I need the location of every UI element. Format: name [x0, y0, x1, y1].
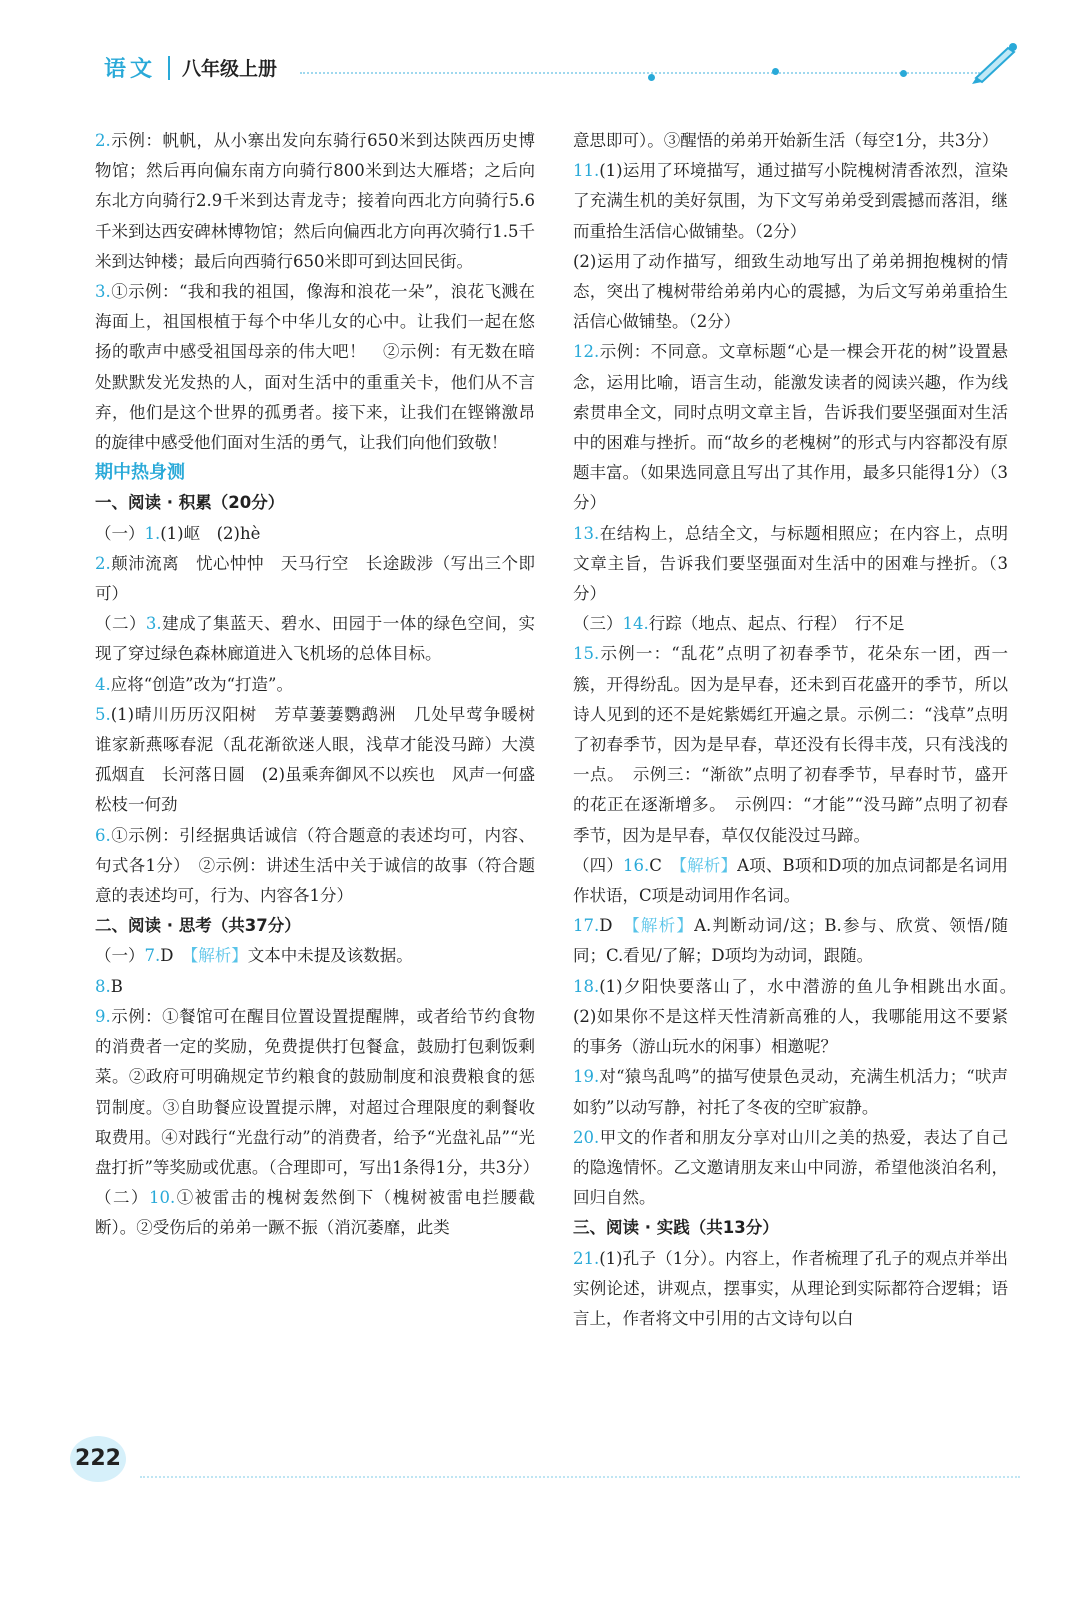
answer-text: ①被雷击的槐树轰然倒下（槐树被雷电拦腰截断）。②受伤后的弟弟一蹶不振（消沉萎靡，此类 — [95, 1188, 536, 1238]
page-number: 222 — [70, 1436, 126, 1482]
right-column — [573, 126, 1025, 1334]
question-number: 15. — [573, 644, 600, 664]
answer-text: (1)夕阳快要落山了，水中潜游的鱼儿争相跳出水面。 (2)如果你不是这样天性清新高雅的人，我哪能用这不要紧的事务（游山玩水的闲事）相邀呢？ — [573, 976, 1025, 1057]
left-column — [95, 126, 552, 1244]
header-dotted-line — [300, 72, 980, 74]
question-number: 16. — [623, 855, 650, 875]
answer-item — [95, 670, 535, 700]
question-number: 20. — [573, 1127, 600, 1147]
answer-item — [573, 639, 1008, 850]
answer-item — [573, 1062, 1008, 1122]
question-number: 14. — [622, 614, 649, 634]
answer-item — [95, 126, 535, 277]
question-number: 6. — [95, 825, 111, 845]
answer-text: ①示例：“我和我的祖国，像海和浪花一朵”，浪花飞溅在海面上，祖国根植于每个中华儿女的心中。让我们一起在悠扬的歌声中感受祖国母亲的伟大吧！ ②示例：有无数在暗处默默发光发热的人，面对生活中的重重关卡，他们从不言弃，他们是这个世界的孤勇者。接下来，让我们在铿锵激昂的旋律中感受他们面对生活的勇气，让我们向他们致敬！ — [95, 282, 535, 453]
answer-text: D — [160, 946, 190, 966]
section-heading: 三、阅读 · 实践（共13分） — [573, 1218, 779, 1238]
answer-text: 意思即可）。③醒悟的弟弟开始新生活（每空1分，共3分） — [573, 131, 999, 150]
question-number: 19. — [573, 1067, 600, 1087]
answer-text: (1)岖 (2)hè — [160, 523, 261, 543]
answer-text: (1)运用了环境描写，通过描写小院槐树清香浓烈，渲染了充满生机的美好氛围，为下文写弟弟受到震撼而落泪，继而重拾生活信心做铺垫。（2分） — [573, 161, 1008, 241]
analysis-tag: 【解析】 — [631, 916, 695, 936]
answer-text: 应将“创造”改为“打造”。 — [110, 674, 293, 694]
question-number: 8. — [95, 976, 111, 996]
question-number: 1. — [144, 523, 161, 543]
header-dot — [648, 74, 655, 81]
question-number: 21. — [573, 1248, 600, 1268]
header-divider — [168, 56, 170, 80]
question-number: 5. — [95, 704, 111, 724]
question-number: 13. — [573, 523, 600, 543]
answer-item — [95, 972, 535, 1002]
grade-label: 八年级上册 — [182, 58, 278, 80]
answer-item — [573, 1123, 1008, 1214]
question-number: 12. — [573, 342, 600, 362]
section-heading: 一、阅读 · 积累（20分） — [95, 493, 285, 513]
page-header — [0, 0, 1092, 100]
answer-item — [573, 851, 1008, 911]
analysis-tag: 【解析】 — [189, 946, 248, 966]
part-label: （一） — [95, 946, 145, 966]
part-label: （四） — [573, 855, 623, 875]
answer-text: 示例一：“乱花”点明了初春季节，花朵东一团，西一簇，开得纷乱。因为是早春，还未到百花盛开的季节，所以诗人见到的还不是姹紫嫣红开遍之景。示例二：“浅草”点明了初春季节，因为是早春，草还没有长得丰茂，只有浅浅的一点。 示例三：“渐欲”点明了初春季节，早春时节，盛开的花正在逐渐增多。 示例四：“才能”“没马蹄”点明了初春季节，因为是早春，草仅仅能没过马蹄。 — [573, 644, 1008, 845]
footer-dotted-line — [140, 1476, 1020, 1478]
question-number: 9. — [95, 1006, 111, 1026]
question-number: 11. — [573, 161, 600, 181]
answer-item — [573, 156, 1008, 247]
answer-item — [95, 1183, 535, 1243]
answer-item — [573, 911, 1008, 971]
answer-text: 示例：①餐馆可在醒目位置设置提醒牌，或者给节约食物的消费者一定的奖励，免费提供打包餐盒，鼓励打包剩饭剩菜。②政府可明确规定节约粮食的鼓励制度和浪费粮食的惩罚制度。③自助餐应设置提示牌，对超过合理限度的剩餐收取费用。④对践行“光盘行动”的消费者，给予“光盘礼品”“光盘打折”等奖励或优惠。（合理即可，写出1条得1分，共3分） — [95, 1006, 540, 1177]
answer-text: B — [110, 976, 123, 996]
answer-item — [573, 609, 1008, 639]
answer-item — [573, 337, 1008, 518]
question-number: 3. — [95, 282, 111, 302]
answer-text: 在结构上，总结全文，与标题相照应；在内容上，点明文章主旨，告诉我们要坚强面对生活中的困难与挫折。（3分） — [573, 523, 1008, 604]
answer-text: D — [599, 916, 632, 936]
answer-text: 行踪（地点、起点、行程） 行不足 — [648, 614, 905, 634]
question-number: 10. — [148, 1188, 176, 1208]
answer-text: ①示例：引经据典话诚信（符合题意的表述均可，内容、句式各1分） ②示例：讲述生活中关于诚信的故事（符合题意的表述均可，行为、内容各1分） — [95, 825, 535, 906]
question-number: 7. — [144, 946, 161, 966]
answer-text: 文本中未提及该数据。 — [247, 946, 413, 966]
answer-text: (1)晴川历历汉阳树 芳草萋萋鹦鹉洲 几处早莺争暖树 谁家新燕啄春泥（乱花渐欲迷人眼，浅草才能没马蹄）大漠孤烟直 长河落日圆 (2)虽乘奔御风不以疾也 风声一何盛 松枝一何劲 — [95, 704, 552, 815]
question-number: 2. — [95, 553, 111, 573]
answer-text: (2)运用了动作描写，细致生动地写出了弟弟拥抱槐树的情态，突出了槐树带给弟弟内心的震撼，为后文写弟弟重拾生活信心做铺垫。（2分） — [573, 251, 1008, 332]
answer-item — [573, 972, 1025, 1063]
answer-text: C — [649, 855, 679, 875]
question-number: 17. — [573, 916, 600, 936]
part-label: （一） — [95, 523, 145, 543]
answer-item — [95, 519, 535, 549]
answer-item — [95, 821, 535, 912]
answer-item — [95, 549, 535, 609]
answer-text: 甲文的作者和朋友分享对山川之美的热爱，表达了自己的隐逸情怀。乙文邀请朋友来山中同游，希望他淡泊名利，回归自然。 — [573, 1127, 1008, 1208]
answer-item — [95, 1002, 540, 1183]
analysis-tag: 【解析】 — [678, 855, 738, 875]
subject-label: 语文 — [104, 57, 157, 82]
answer-item — [573, 247, 1008, 338]
answer-text: (1)孔子（1分）。内容上，作者梳理了孔子的观点并举出实例论述，讲观点，摆事实，从理论到实际都符合逻辑；语言上，作者将文中引用的古文诗句以白 — [573, 1248, 1008, 1328]
answer-item — [95, 941, 535, 971]
answer-text: 示例：帆帆，从小寨出发向东骑行650米到达陕西历史博物馆；然后再向偏东南方向骑行800米到达大雁塔；之后向东北方向骑行2.9千米到达青龙寺；接着向西北方向骑行5.6千米到达西安碑林博物馆；然后向偏西北方向再次骑行1.5千米到达钟楼；最后向西骑行650米即可到达回民街。 — [95, 131, 535, 271]
answer-text: 颠沛流离 忧心忡忡 天马行空 长途跋涉（写出三个即可） — [95, 553, 535, 604]
answer-text: 建成了集蓝天、碧水、田园于一体的绿色空间，实现了穿过绿色森林廊道进入飞机场的总体目标。 — [95, 614, 536, 664]
section-title: 期中热身测 — [95, 462, 185, 484]
answer-item — [95, 700, 552, 821]
header-dot — [900, 70, 907, 77]
answer-text: 示例：不同意。文章标题“心是一棵会开花的树”设置悬念，运用比喻，语言生动，能激发读者的阅读兴趣，作为线索贯串全文，同时点明文章主旨，告诉我们要坚强面对生活中的困难与挫折。而“故乡的老槐树”的形式与内容都没有原题丰富。（如果选同意且写出了其作用，最多只能得1分）（3分） — [573, 342, 1008, 513]
question-number: 3. — [145, 614, 162, 634]
part-label: （二） — [95, 614, 146, 634]
answer-text: A项、B项和D项的加点词都是名词用作状语，C项是动词用作名词。 — [573, 855, 1008, 906]
question-number: 4. — [95, 674, 111, 694]
answer-text: 对“猿鸟乱鸣”的描写使景色灵动，充满生机活力；“吠声如豹”以动写静，衬托了冬夜的空旷寂静。 — [573, 1067, 1008, 1117]
pen-icon — [968, 40, 1020, 84]
answer-item — [573, 519, 1008, 610]
answer-text: A.判断动词/这；B.参与、欣赏、领悟/随同；C.看见/了解；D项均为动词，跟随。 — [573, 916, 1009, 966]
answer-item — [95, 277, 535, 458]
question-number: 18. — [573, 976, 600, 996]
answer-item — [573, 1244, 1008, 1335]
header-dot — [772, 68, 779, 75]
part-label: （二） — [95, 1188, 149, 1208]
part-label: （三） — [573, 614, 623, 634]
section-heading: 二、阅读 · 思考（共37分） — [95, 916, 301, 936]
answer-item — [95, 609, 535, 669]
answer-item — [573, 126, 1008, 156]
question-number: 2. — [95, 131, 111, 150]
